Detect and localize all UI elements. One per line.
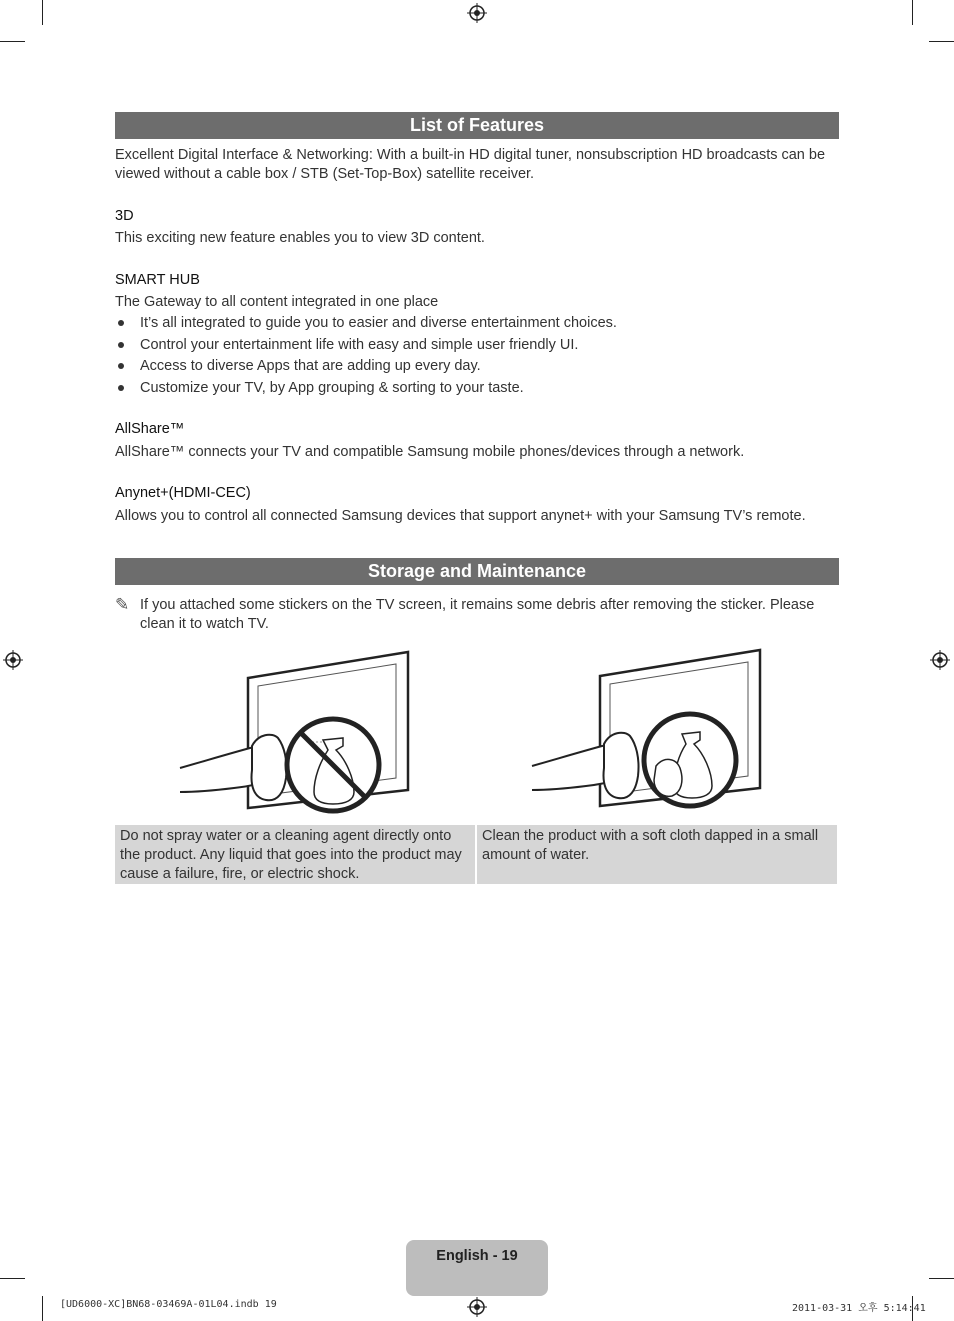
hand-with-cloth-icon xyxy=(180,735,287,801)
list-item: Customize your TV, by App grouping & sorting to your taste. xyxy=(115,379,617,401)
crop-mark xyxy=(929,1278,954,1279)
print-slug-file: [UD6000-XC]BN68-03469A-01L04.indb 19 xyxy=(60,1299,277,1310)
section-title-storage: Storage and Maintenance xyxy=(115,558,839,585)
no-spray-prohibition-icon xyxy=(287,719,379,811)
registration-mark-icon xyxy=(467,3,487,23)
illustration-no-spray xyxy=(178,650,414,820)
list-item: Control your entertainment life with easy and simple user friendly UI. xyxy=(115,336,617,358)
feature-text-anynet: Allows you to control all connected Samsung devices that support anynet+ with your Samsung TV’s remote. xyxy=(115,508,806,524)
crop-mark xyxy=(42,0,43,25)
storage-note-text: If you attached some stickers on the TV screen, it remains some debris after removing the sticker. Please clean it to watch TV. xyxy=(140,597,815,632)
list-item: It’s all integrated to guide you to easier and diverse entertainment choices. xyxy=(115,314,617,336)
crop-mark xyxy=(0,1278,25,1279)
illustration-soft-cloth xyxy=(530,648,766,818)
pencil-note-icon: ✎ xyxy=(115,595,130,614)
caption-no-spray: Do not spray water or a cleaning agent directly onto the product. Any liquid that goes into the product may cause a failure, fire, or electric shock. xyxy=(115,825,475,884)
print-slug-date: 2011-03-31 오후 5:14:41 xyxy=(792,1303,926,1314)
list-item: Access to diverse Apps that are adding up every day. xyxy=(115,357,617,379)
damp-cloth-bottle-icon xyxy=(644,714,736,806)
section-title-features: List of Features xyxy=(115,112,839,139)
caption-soft-cloth: Clean the product with a soft cloth dapped in a small amount of water. xyxy=(477,825,837,884)
registration-mark-icon xyxy=(3,650,23,670)
crop-mark xyxy=(929,41,954,42)
crop-mark xyxy=(0,41,25,42)
feature-heading-anynet: Anynet+(HDMI-CEC) xyxy=(115,485,251,501)
feature-text-allshare: AllShare™ connects your TV and compatible Samsung mobile phones/devices through a network. xyxy=(115,444,745,460)
registration-mark-icon xyxy=(930,650,950,670)
page-number-tab: English - 19 xyxy=(406,1240,548,1296)
crop-mark xyxy=(912,0,913,25)
smart-hub-bullet-list xyxy=(115,314,617,400)
crop-mark xyxy=(42,1296,43,1321)
feature-text-3d: This exciting new feature enables you to view 3D content. xyxy=(115,230,485,246)
feature-text-smart-hub: The Gateway to all content integrated in one place xyxy=(115,294,439,310)
registration-mark-icon xyxy=(467,1297,487,1317)
feature-heading-smart-hub: SMART HUB xyxy=(115,272,200,288)
feature-heading-allshare: AllShare™ xyxy=(115,421,185,437)
features-intro: Excellent Digital Interface & Networking: With a built-in HD digital tuner, nonsubscription HD broadcasts can be viewed without a cable box / STB (Set-Top-Box) satellite receiver. xyxy=(115,147,826,182)
hand-with-cloth-icon xyxy=(532,733,639,799)
feature-heading-3d: 3D xyxy=(115,208,134,224)
